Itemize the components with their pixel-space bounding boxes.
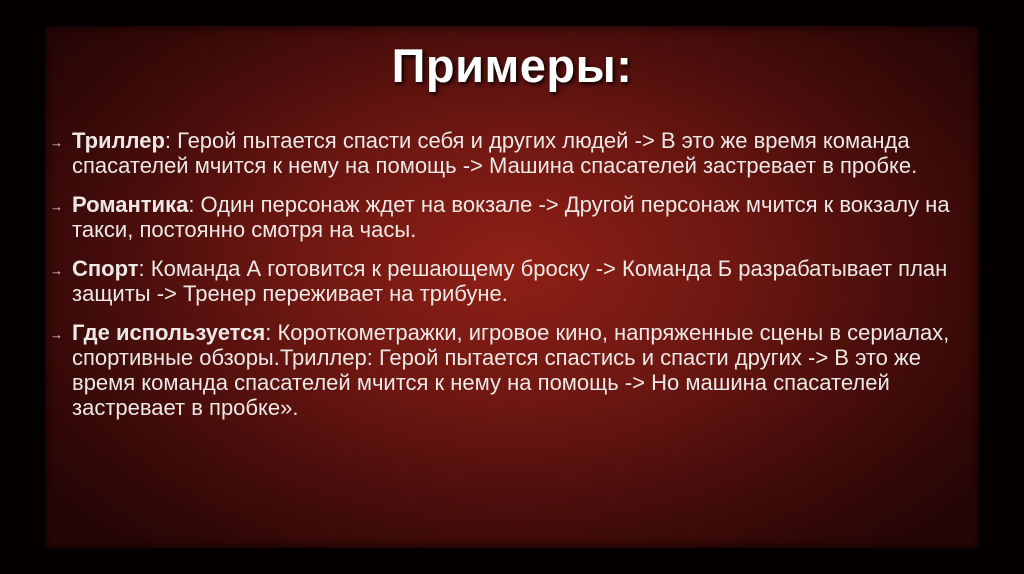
bullet-item-usage (50, 320, 950, 420)
slide-title: Примеры: (391, 39, 633, 92)
bullet-term: Романтика (72, 192, 189, 217)
bullet-item-romance (50, 192, 950, 242)
bullet-term: Где используется (72, 320, 266, 345)
bullet-text: : Один персонаж ждет на вокзале -> Другой персонаж мчится к вокзалу на такси, постоянно смотря на часы. (72, 192, 950, 242)
bullet-text: : Команда А готовится к решающему броску -> Команда Б разрабатывает план защиты -> Тренер переживает на трибуне. (72, 256, 948, 306)
arrow-bullet-icon: → (50, 135, 63, 150)
arrow-bullet-icon: → (50, 263, 63, 278)
arrow-bullet-icon: → (50, 199, 63, 214)
arrow-bullet-icon: → (50, 327, 63, 342)
bullet-term: Спорт (72, 256, 139, 281)
bullet-list (50, 128, 950, 434)
bullet-text: : Короткометражки, игровое кино, напряженные сцены в сериалах, спортивные обзоры.Триллер: Герой пытается спастись и спасти других -> В это же время команда спасателей мчится к нему на помощь -> Но машина спасателей застревает в пробке». (72, 320, 950, 420)
bullet-item-thriller (50, 128, 950, 178)
bullet-item-sport (50, 256, 950, 306)
bullet-term: Триллер (72, 128, 165, 153)
bullet-text: : Герой пытается спасти себя и других людей -> В это же время команда спасателей мчится к нему на помощь -> Машина спасателей застревает в пробке. (72, 128, 918, 178)
